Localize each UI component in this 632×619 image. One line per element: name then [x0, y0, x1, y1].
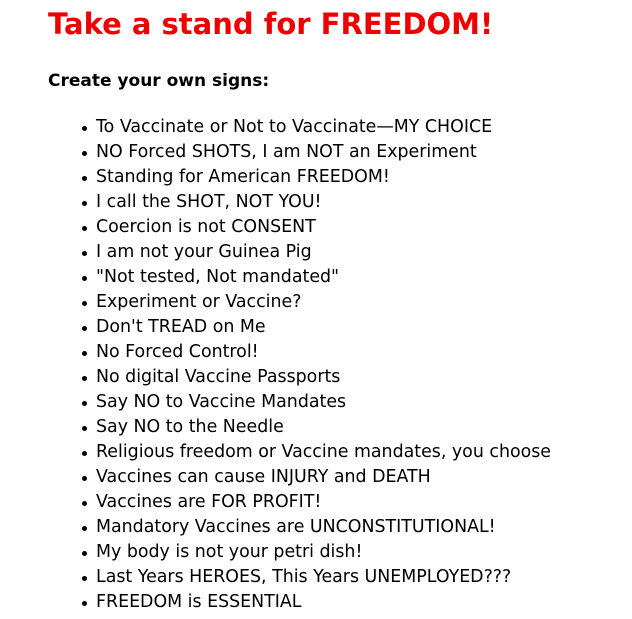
list-item: Mandatory Vaccines are UNCONSTITUTIONAL!	[96, 515, 551, 540]
list-item: I call the SHOT, NOT YOU!	[96, 190, 551, 215]
section-heading: Create your own signs:	[48, 71, 270, 91]
list-item: Say NO to Vaccine Mandates	[96, 390, 551, 415]
list-item: FREEDOM is ESSENTIAL	[96, 590, 551, 615]
list-item: To Vaccinate or Not to Vaccinate—MY CHOICE	[96, 115, 551, 140]
list-item: Religious freedom or Vaccine mandates, you choose	[96, 440, 551, 465]
page-title: Take a stand for FREEDOM!	[48, 7, 494, 41]
list-item: No digital Vaccine Passports	[96, 365, 551, 390]
list-item: "Not tested, Not mandated"	[96, 265, 551, 290]
list-item: Don't TREAD on Me	[96, 315, 551, 340]
list-item: Experiment or Vaccine?	[96, 290, 551, 315]
list-item: Coercion is not CONSENT	[96, 215, 551, 240]
list-item: NO Forced SHOTS, I am NOT an Experiment	[96, 140, 551, 165]
list-item: Vaccines can cause INJURY and DEATH	[96, 465, 551, 490]
sign-list	[96, 115, 551, 615]
list-item: Standing for American FREEDOM!	[96, 165, 551, 190]
list-item: My body is not your petri dish!	[96, 540, 551, 565]
list-item: Vaccines are FOR PROFIT!	[96, 490, 551, 515]
list-item: Last Years HEROES, This Years UNEMPLOYED???	[96, 565, 551, 590]
list-item: I am not your Guinea Pig	[96, 240, 551, 265]
list-item: No Forced Control!	[96, 340, 551, 365]
list-item: Say NO to the Needle	[96, 415, 551, 440]
